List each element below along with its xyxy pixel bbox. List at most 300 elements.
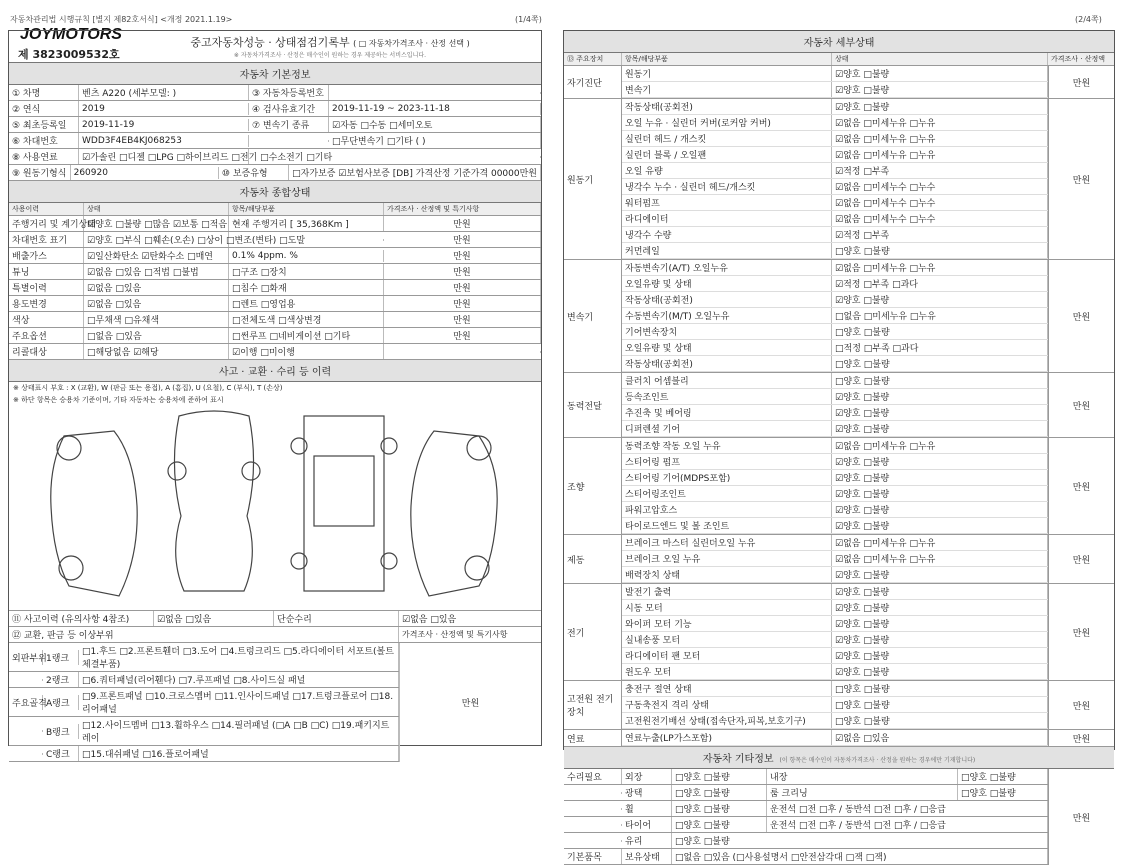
overall-detail[interactable] — [229, 239, 384, 241]
basic-label: ① 차명 — [9, 85, 79, 100]
detail-item: 실린더 헤드 / 개스킷 — [622, 131, 832, 146]
detail-item: 클러치 어셈블리 — [622, 373, 832, 388]
rank-parts[interactable]: □12.사이드멤버 □13.휠하우스 □14.필러패널 (□A □B □C) □19.패키지트레이 — [79, 717, 399, 745]
detail-state[interactable]: ☑적정 □부족 □과다 — [832, 276, 1048, 291]
detail-state[interactable]: ☑양호 □불량 — [832, 518, 1048, 533]
detail-state[interactable]: ☑양호 □불량 — [832, 82, 1048, 97]
detail-row — [622, 389, 1048, 405]
rank-group — [9, 753, 43, 755]
detail-item: 구동축전지 격리 상태 — [622, 697, 832, 712]
detail-section-body — [622, 260, 1048, 372]
overall-price: 만원 — [384, 296, 541, 311]
overall-price: 만원 — [384, 264, 541, 279]
detail-section-body — [622, 99, 1048, 259]
basic-value-2[interactable]: 2019-11-19 ~ 2023-11-18 — [329, 103, 541, 115]
other-state[interactable]: □양호 □불량 — [672, 785, 767, 800]
overall-status-title: 자동차 종합상태 — [9, 181, 541, 203]
other-row — [564, 801, 1048, 817]
detail-row — [622, 405, 1048, 421]
rank-group: 주요골격 — [9, 695, 43, 710]
other-group — [564, 824, 622, 826]
rank-row — [9, 717, 399, 746]
certificate-number: 제 3823009532호 — [18, 48, 120, 61]
rank-row — [9, 746, 399, 762]
basic-value[interactable]: 2019 — [79, 103, 249, 115]
abnormal-parts-price-head: 가격조사 · 산정액 및 특기사항 — [402, 630, 508, 639]
overall-state[interactable]: ☑일산화탄소 ☑탄화수소 □매연 — [84, 248, 229, 263]
other-state[interactable]: □양호 □불량 — [672, 833, 1048, 848]
overall-detail[interactable]: □침수 □화재 — [229, 280, 384, 295]
basic-value[interactable]: WDD3F4EB4KJ068253 — [79, 135, 249, 147]
rank-label: 1랭크 — [43, 650, 79, 665]
detail-state[interactable]: ☑양호 □불량 — [832, 632, 1048, 647]
basic-value[interactable]: ☑가솔린 □디젤 □LPG □하이브리드 □전기 □수소전기 □기타 — [79, 149, 249, 164]
other-item: 광택 — [622, 785, 672, 800]
rank-label: C랭크 — [43, 746, 79, 761]
detail-row — [622, 66, 1048, 82]
basic-label: ⑧ 사용연료 — [9, 149, 79, 164]
car-damage-diagram — [9, 406, 541, 611]
overall-item: 주행거리 및 계기상태 — [9, 216, 84, 231]
other-info-note: (이 항목은 매수인이 자동차가격조사 · 산정을 원하는 경우에만 기재합니다) — [779, 757, 976, 764]
detail-row — [622, 292, 1048, 308]
detail-row — [622, 243, 1048, 259]
detail-state[interactable]: ☑양호 □불량 — [832, 66, 1048, 81]
rank-group — [9, 679, 43, 681]
detail-section-price: 만원 — [1048, 99, 1114, 259]
basic-value-2[interactable] — [329, 156, 541, 158]
car-front-view — [168, 411, 260, 591]
detail-row — [622, 648, 1048, 664]
detail-state[interactable]: ☑없음 □미세누유 □누유 — [832, 147, 1048, 162]
accident-history-label: ⑪ 사고이력 (유의사항 4참조) — [9, 611, 154, 626]
detail-row — [622, 195, 1048, 211]
detail-item: 와이퍼 모터 기능 — [622, 616, 832, 631]
other-item: 외장 — [622, 769, 672, 784]
other-item: 유리 — [622, 833, 672, 848]
detail-item: 오일유량 및 상태 — [622, 276, 832, 291]
detail-state[interactable]: ☑없음 □미세누유 □누유 — [832, 115, 1048, 130]
other-group: 수리필요 — [564, 769, 622, 784]
basic-value[interactable]: 벤츠 A220 (세부모델: ) — [79, 85, 249, 100]
detail-row — [622, 454, 1048, 470]
detail-section-body — [622, 66, 1048, 98]
detail-section-label: 제동 — [564, 535, 622, 583]
overall-state[interactable]: □없음 □있음 — [84, 328, 229, 343]
company-logo: JOYMOTORS — [20, 26, 122, 43]
detail-row — [622, 356, 1048, 372]
detail-section-body — [622, 373, 1048, 437]
detail-state[interactable]: □양호 □불량 — [832, 681, 1048, 696]
detail-state[interactable]: ☑없음 □미세누수 □누수 — [832, 211, 1048, 226]
detail-state[interactable]: □양호 □불량 — [832, 243, 1048, 258]
overall-state[interactable]: □해당없음 ☑해당 — [84, 344, 229, 359]
other-item-2: 내장 — [767, 769, 958, 784]
overall-price — [384, 351, 541, 353]
other-row — [564, 785, 1048, 801]
detail-state[interactable]: □양호 □불량 — [832, 697, 1048, 712]
detail-status-title: 자동차 세부상태 — [564, 31, 1114, 53]
detail-item: 작동상태(공회전) — [622, 99, 832, 114]
detail-row — [622, 438, 1048, 454]
detail-section-price: 만원 — [1048, 66, 1114, 98]
detail-head-price: 가격조사 · 산정액 — [1051, 55, 1106, 63]
rank-parts[interactable]: □15.대쉬패널 □16.플로어패널 — [79, 746, 399, 761]
other-state[interactable]: □양호 □불량 — [672, 801, 767, 816]
overall-item: 색상 — [9, 312, 84, 327]
other-item-2: 룸 크리닝 — [767, 785, 958, 800]
basic-info-row — [9, 149, 541, 165]
other-info-title — [564, 747, 1114, 769]
detail-state[interactable]: ☑적정 □부족 — [832, 163, 1048, 178]
detail-row — [622, 324, 1048, 340]
detail-state[interactable]: ☑양호 □불량 — [832, 584, 1048, 599]
overall-detail[interactable]: ☑이행 □미이행 — [229, 344, 384, 359]
detail-row — [622, 308, 1048, 324]
other-row — [564, 817, 1048, 833]
basic-info-table — [9, 85, 541, 181]
detail-row — [622, 486, 1048, 502]
overall-head-cell: 항목/해당부품 — [229, 203, 384, 215]
detail-row — [622, 147, 1048, 163]
overall-state[interactable]: □무채색 □유채색 — [84, 312, 229, 327]
basic-label-2 — [249, 156, 329, 158]
overall-price: 만원 — [384, 280, 541, 295]
overall-state[interactable]: ☑없음 □있음 □적법 □불법 — [84, 264, 229, 279]
other-item: 보유상태 — [622, 849, 672, 864]
abnormal-parts-header — [9, 627, 541, 643]
other-item-2: 운전석 □전 □후 / 동반석 □전 □후 / □응급 — [767, 817, 1048, 832]
detail-state[interactable]: ☑없음 □있음 — [832, 730, 1048, 745]
detail-section-body — [622, 584, 1048, 680]
detail-row — [622, 518, 1048, 534]
overall-detail[interactable]: □전체도색 □색상변경 — [229, 312, 384, 327]
overall-price: 만원 — [384, 312, 541, 327]
overall-state[interactable]: ☑없음 □있음 — [84, 296, 229, 311]
other-state-2[interactable]: □양호 □불량 — [958, 785, 1048, 800]
detail-item: 윈도우 모터 — [622, 664, 832, 679]
basic-label: ⑤ 최초등록일 — [9, 117, 79, 132]
form-note: ※ 자동차가격조사 · 산정은 매수인이 원하는 경우 제공하는 서비스입니다. — [233, 52, 427, 59]
detail-item: 충전구 절연 상태 — [622, 681, 832, 696]
overall-head-cell: 가격조사 · 산정액 및 특기사항 — [384, 203, 541, 215]
other-group — [564, 792, 622, 794]
detail-state[interactable]: ☑없음 □미세누수 □누수 — [832, 179, 1048, 194]
detail-section-label: 자기진단 — [564, 66, 622, 98]
detail-item: 원동기 — [622, 66, 832, 81]
basic-label: ② 연식 — [9, 101, 79, 116]
detail-item: 배력장치 상태 — [622, 567, 832, 582]
overall-item: 리콜대상 — [9, 344, 84, 359]
detail-section — [564, 584, 1114, 681]
detail-section-price: 만원 — [1048, 535, 1114, 583]
detail-section-label: 변속기 — [564, 260, 622, 372]
overall-item: 차대번호 표기 — [9, 232, 84, 247]
detail-section-label: 조향 — [564, 438, 622, 534]
detail-state[interactable]: ☑양호 □불량 — [832, 421, 1048, 436]
overall-row — [9, 264, 541, 280]
overall-price: 만원 — [384, 248, 541, 263]
rank-section — [9, 643, 541, 762]
other-info-title-text: 자동차 기타정보 — [702, 754, 774, 765]
detail-state[interactable]: ☑양호 □불량 — [832, 454, 1048, 469]
right-page — [563, 30, 1115, 863]
detail-section — [564, 260, 1114, 373]
detail-item: 실린더 블록 / 오일팬 — [622, 147, 832, 162]
detail-state[interactable]: ☑없음 □미세누유 □누유 — [832, 438, 1048, 453]
car-frame-view — [291, 416, 397, 591]
basic-value[interactable]: 260920 — [71, 167, 219, 179]
detail-item: 오일 유량 — [622, 163, 832, 178]
detail-state[interactable]: ☑양호 □불량 — [832, 502, 1048, 517]
detail-state[interactable]: ☑양호 □불량 — [832, 470, 1048, 485]
detail-state[interactable]: ☑양호 □불량 — [832, 486, 1048, 501]
overall-head-row — [9, 203, 541, 216]
overall-row — [9, 328, 541, 344]
rank-parts[interactable]: □6.쿼터패널(리어휀다) □7.루프패널 □8.사이드실 패널 — [79, 672, 399, 687]
detail-row — [622, 260, 1048, 276]
overall-price: 만원 — [384, 232, 541, 247]
detail-state[interactable]: □양호 □불량 — [832, 356, 1048, 371]
overall-detail[interactable]: □썬루프 □네비게이션 □기타 — [229, 328, 384, 343]
left-page — [8, 30, 542, 760]
overall-state[interactable]: ☑양호 □부식 □훼손(오손) □상이 □변조(변타) □도말 — [84, 232, 229, 247]
detail-state[interactable]: ☑양호 □불량 — [832, 567, 1048, 582]
rank-list — [9, 643, 399, 762]
basic-value-2[interactable]: □무단변속기 □기타 ( ) — [329, 133, 541, 148]
basic-value-2[interactable]: □자가보증 ☑보험사보증 [DB] 가격산정 기준가격 00000만원 — [289, 165, 541, 180]
detail-item: 스티어링조인트 — [622, 486, 832, 501]
detail-state[interactable]: ☑없음 □미세누유 □누유 — [832, 535, 1048, 550]
basic-label: ⑨ 원동기형식 — [9, 165, 71, 180]
detail-section-label: 연료 — [564, 730, 622, 746]
simple-repair-label: 단순수리 — [274, 611, 399, 626]
overall-detail[interactable]: □렌트 □영업용 — [229, 296, 384, 311]
detail-section-price: 만원 — [1048, 681, 1114, 729]
detail-item: 커먼레일 — [622, 243, 832, 258]
overall-price: 만원 — [384, 328, 541, 343]
detail-item: 라디에이터 팬 모터 — [622, 648, 832, 663]
detail-row — [622, 535, 1048, 551]
detail-row — [622, 131, 1048, 147]
rank-parts[interactable]: □1.후드 □2.프론트휀더 □3.도어 □4.트렁크리드 □5.라디에이터 서포트(볼트체결부품) — [79, 643, 399, 671]
detail-section-label: 고전원 전기장치 — [564, 681, 622, 729]
other-group — [564, 840, 622, 842]
detail-item: 디퍼렌셜 기어 — [622, 421, 832, 436]
detail-state[interactable]: ☑양호 □불량 — [832, 389, 1048, 404]
detail-head-state: 상태 — [832, 53, 1048, 65]
detail-section — [564, 438, 1114, 535]
overall-item: 배출가스 — [9, 248, 84, 263]
basic-label-2: ④ 검사유효기간 — [249, 101, 329, 116]
basic-label-2: ③ 자동차등록번호 — [249, 85, 329, 100]
other-state[interactable]: □양호 □불량 — [672, 769, 767, 784]
rank-row — [9, 643, 399, 672]
detail-section — [564, 681, 1114, 730]
overall-detail[interactable]: 0.1% 4ppm. % — [229, 250, 384, 262]
detail-item: 동력조향 작동 오일 누유 — [622, 438, 832, 453]
overall-state[interactable]: ☑양호 □불량 □많음 ☑보통 □적음 — [84, 216, 229, 231]
other-info-price: 만원 — [1048, 769, 1114, 865]
detail-state[interactable]: □적정 □부족 □과다 — [832, 340, 1048, 355]
car-right-side-view — [411, 431, 497, 596]
detail-section-price: 만원 — [1048, 584, 1114, 680]
detail-row — [622, 373, 1048, 389]
detail-item: 등속조인트 — [622, 389, 832, 404]
form-legal-header: 자동차관리법 시행규칙 [별지 제82호서식] <개정 2021.1.19> — [10, 15, 233, 24]
basic-label: ⑥ 차대번호 — [9, 133, 79, 148]
overall-detail[interactable]: □구조 □장치 — [229, 264, 384, 279]
detail-row — [622, 421, 1048, 437]
detail-row — [622, 681, 1048, 697]
simple-repair-value[interactable]: ☑없음 □있음 — [402, 615, 457, 625]
detail-item: 워터펌프 — [622, 195, 832, 210]
detail-row — [622, 470, 1048, 486]
detail-state[interactable]: ☑양호 □불량 — [832, 405, 1048, 420]
rank-label: B랭크 — [43, 724, 79, 739]
detail-item: 자동변속기(A/T) 오일누유 — [622, 260, 832, 275]
basic-info-row — [9, 165, 541, 181]
form-title: 중고자동차성능 · 상태점검기록부 — [190, 36, 350, 49]
rank-label: A랭크 — [43, 695, 79, 710]
detail-state[interactable]: ☑없음 □미세누유 □누유 — [832, 551, 1048, 566]
detail-state[interactable]: ☑없음 □미세누수 □누수 — [832, 195, 1048, 210]
status-symbol-note: ※ 상태표시 부호 : X (교환), W (판금 또는 용접), A (흠집), U (요철), C (부식), T (손상) — [13, 384, 283, 392]
detail-state[interactable]: □양호 □불량 — [832, 324, 1048, 339]
detail-row — [622, 227, 1048, 243]
detail-head-row — [564, 53, 1114, 66]
overall-state[interactable]: ☑없음 □있음 — [84, 280, 229, 295]
detail-state[interactable]: ☑적정 □부족 — [832, 227, 1048, 242]
vehicle-basis-note: ※ 하단 항목은 승용차 기준이며, 기타 자동차는 승용차에 준하여 표시 — [13, 396, 224, 404]
overall-price: 만원 — [384, 216, 541, 231]
detail-item: 추진축 및 베어링 — [622, 405, 832, 420]
accident-history-value[interactable]: ☑없음 □있음 — [154, 611, 274, 626]
detail-item: 실내송풍 모터 — [622, 632, 832, 647]
detail-state[interactable]: □없음 □미세누유 □누유 — [832, 308, 1048, 323]
detail-section — [564, 535, 1114, 584]
detail-row — [622, 340, 1048, 356]
detail-item: 파워고압호스 — [622, 502, 832, 517]
overall-row — [9, 312, 541, 328]
other-item: 휠 — [622, 801, 672, 816]
detail-state[interactable]: ☑양호 □불량 — [832, 600, 1048, 615]
detail-item: 발전기 출력 — [622, 584, 832, 599]
basic-label-2 — [249, 140, 329, 142]
basic-value[interactable]: 2019-11-19 — [79, 119, 249, 131]
detail-item: 오일유량 및 상태 — [622, 340, 832, 355]
detail-section-price: 만원 — [1048, 730, 1114, 746]
rank-row — [9, 672, 399, 688]
other-row — [564, 769, 1048, 785]
detail-section-label: 전기 — [564, 584, 622, 680]
detail-item: 연료누출(LP가스포함) — [622, 730, 832, 745]
page-number-left: (1/4쪽) — [515, 15, 542, 24]
basic-value-2[interactable]: ☑자동 □수동 □세미오토 — [329, 117, 541, 132]
detail-row — [622, 276, 1048, 292]
detail-section-label: 동력전달 — [564, 373, 622, 437]
overall-item: 용도변경 — [9, 296, 84, 311]
overall-item: 주요옵션 — [9, 328, 84, 343]
detail-row — [622, 179, 1048, 195]
detail-row — [622, 115, 1048, 131]
other-state-2[interactable]: □양호 □불량 — [958, 769, 1048, 784]
detail-row — [622, 730, 1048, 746]
detail-section — [564, 99, 1114, 260]
detail-section-price: 만원 — [1048, 260, 1114, 372]
detail-row — [622, 584, 1048, 600]
other-info-table — [564, 769, 1048, 865]
rank-parts[interactable]: □9.프론트패널 □10.크로스멤버 □11.인사이드패널 □17.트렁크플로어 □18.리어패널 — [79, 688, 399, 716]
detail-state[interactable]: □양호 □불량 — [832, 713, 1048, 728]
detail-state[interactable]: ☑양호 □불량 — [832, 99, 1048, 114]
other-state[interactable]: □양호 □불량 — [672, 817, 767, 832]
basic-value-2[interactable] — [329, 92, 541, 94]
detail-item: 스티어링 기어(MDPS포함) — [622, 470, 832, 485]
overall-row — [9, 296, 541, 312]
detail-row — [622, 697, 1048, 713]
detail-section — [564, 373, 1114, 438]
detail-state[interactable]: ☑양호 □불량 — [832, 292, 1048, 307]
detail-item: 고전원전기배선 상태(접속단자,피복,보호기구) — [622, 713, 832, 728]
detail-row — [622, 99, 1048, 115]
detail-state[interactable]: ☑양호 □불량 — [832, 648, 1048, 663]
basic-info-title: 자동차 기본정보 — [9, 63, 541, 85]
rank-group: 외판부위 — [9, 650, 43, 665]
detail-row — [622, 82, 1048, 98]
overall-head-cell: 사용이력 — [9, 203, 84, 215]
detail-row — [622, 551, 1048, 567]
detail-row — [622, 502, 1048, 518]
detail-item: 냉각수 수량 — [622, 227, 832, 242]
detail-item: 냉각수 누수 · 실린더 헤드/개스킷 — [622, 179, 832, 194]
overall-item: 튜닝 — [9, 264, 84, 279]
detail-state[interactable]: ☑없음 □미세누유 □누유 — [832, 131, 1048, 146]
detail-item: 라디에이터 — [622, 211, 832, 226]
detail-state[interactable]: ☑양호 □불량 — [832, 664, 1048, 679]
detail-item: 타이로드엔드 및 볼 조인트 — [622, 518, 832, 533]
rank-group — [9, 730, 43, 732]
detail-section-price: 만원 — [1048, 373, 1114, 437]
accident-history-row — [9, 611, 541, 627]
detail-head-device: ⑬ 주요장치 — [564, 53, 622, 65]
detail-row — [622, 600, 1048, 616]
detail-section-body — [622, 681, 1048, 729]
detail-status-table — [564, 66, 1114, 747]
detail-state[interactable]: □양호 □불량 — [832, 373, 1048, 388]
overall-status-table — [9, 203, 541, 360]
detail-item: 작동상태(공회전) — [622, 356, 832, 371]
detail-state[interactable]: ☑없음 □미세누유 □누유 — [832, 260, 1048, 275]
overall-row — [9, 232, 541, 248]
detail-section — [564, 730, 1114, 747]
overall-item: 특별이력 — [9, 280, 84, 295]
detail-section-label: 원동기 — [564, 99, 622, 259]
car-left-side-view — [51, 431, 137, 596]
rank-label: 2랭크 — [43, 672, 79, 687]
detail-item: 변속기 — [622, 82, 832, 97]
other-group — [564, 808, 622, 810]
detail-section-body — [622, 730, 1048, 746]
detail-state[interactable]: ☑양호 □불량 — [832, 616, 1048, 631]
other-row — [564, 833, 1048, 849]
rank-price: 만원 — [399, 643, 541, 762]
other-state[interactable]: □없음 □있음 (□사용설명서 □안전삼각대 □잭 □잭) — [672, 849, 1048, 864]
overall-detail[interactable]: 현재 주행거리 [ 35,368Km ] — [229, 216, 384, 231]
other-item-2: 운전석 □전 □후 / 동반석 □전 □후 / □응급 — [767, 801, 1048, 816]
detail-section-body — [622, 535, 1048, 583]
basic-label-2: ⑦ 변속기 종류 — [249, 117, 329, 132]
